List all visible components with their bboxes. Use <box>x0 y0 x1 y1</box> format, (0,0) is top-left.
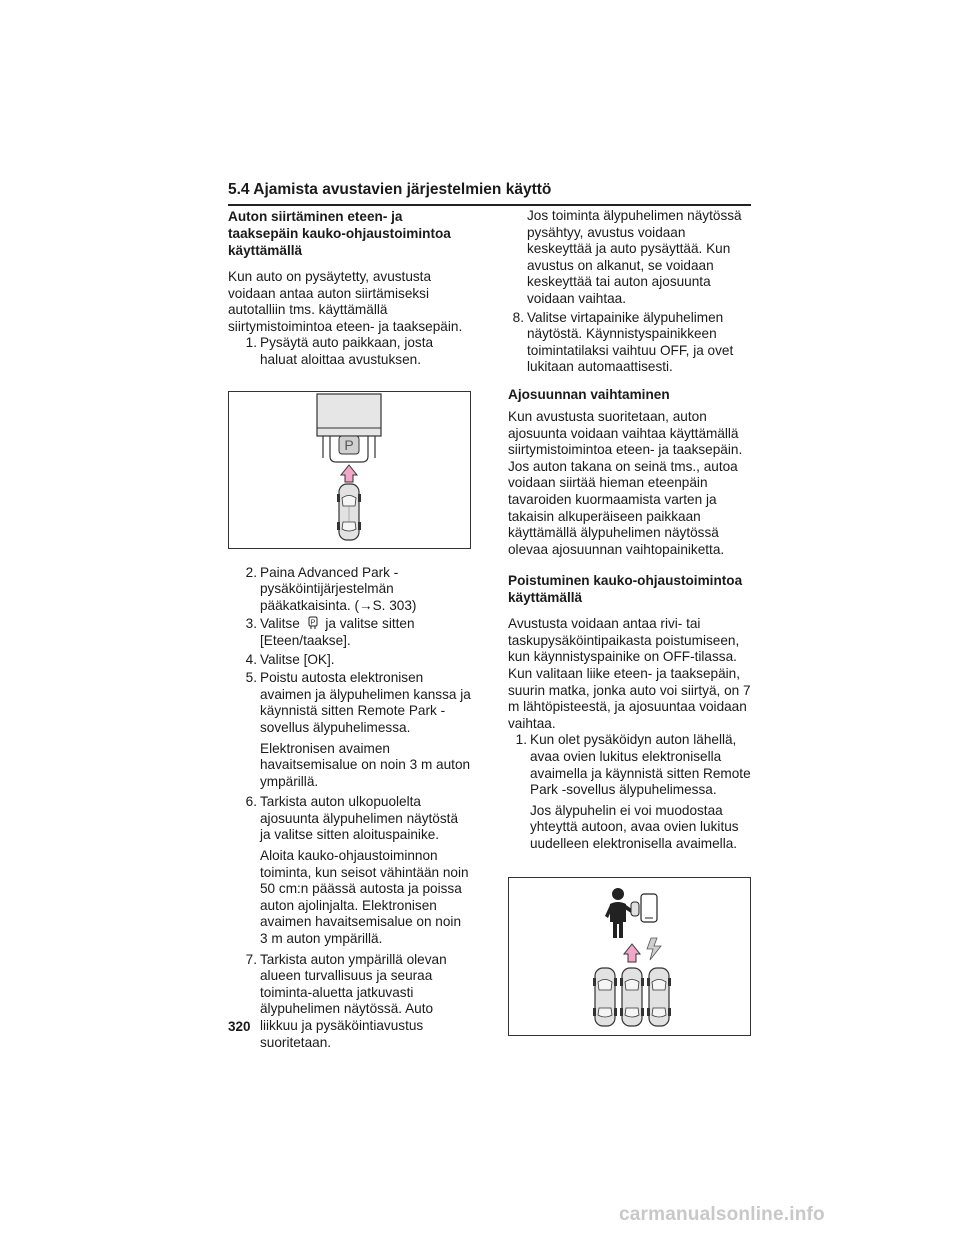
step-number: 1. <box>515 732 527 748</box>
header-rule <box>228 204 751 206</box>
arrow-up-icon <box>624 944 640 962</box>
step-7 <box>228 952 471 1052</box>
step-number: 8. <box>512 309 524 325</box>
step-8 <box>508 310 751 376</box>
left-column <box>228 208 471 1051</box>
step-7-note: Jos toiminta älypuhelimen näytössä pysähtyy, avustus voidaan keskeyttää ja auto pysäyttää. Kun avustus on alkanut, se voidaan keskeyttää tai auton ajosuunta voidaan vaihtaa. <box>527 208 742 306</box>
parking-assist-icon <box>308 616 318 630</box>
exit-step-1 <box>508 732 751 798</box>
car-icon <box>337 484 361 540</box>
step-text: Pysäytä auto paikkaan, josta haluat aloittaa avustuksen. <box>260 335 434 367</box>
section-heading-exit: Poistuminen kauko-ohjaustoimintoa käyttämällä <box>508 573 743 606</box>
station-body <box>317 394 381 436</box>
step-number: 7. <box>245 951 257 967</box>
svg-text:P: P <box>310 619 315 627</box>
right-column <box>508 208 751 1036</box>
car-icon <box>647 968 671 1026</box>
parking-illustration <box>229 392 470 548</box>
step-5 <box>228 670 471 736</box>
section-heading-move: Auton siirtäminen eteen- ja taaksepäin kauko-ohjaustoimintoa käyttämällä <box>228 209 451 258</box>
step-number: 1. <box>245 335 257 351</box>
step-number: 6. <box>245 794 257 810</box>
car-icon <box>620 968 644 1026</box>
step-text: Poistu autosta elektronisen avaimen ja älypuhelimen kanssa ja käynnistä sitten Remote Park -sovellus älypuhelimessa. <box>260 670 471 735</box>
step-text: Tarkista auton ympärillä olevan alueen turvallisuus ja seuraa toiminta-aluetta jatkuvasti älypuhelimen näytössä. Auto liikkuu ja pysäköintiavustus suoritetaan. <box>260 951 447 1050</box>
direction-paragraph: Kun avustusta suoritetaan, auton ajosuunta voidaan vaihtaa käyttämällä siirtymistoimintoa eteen- ja taaksepäin. Jos auton takana on seinä tms., autoa voidaan siirtää hieman eteenpäin tavaroiden kuormaamista varten ja takaisin alkuperäiseen paikkaan käyttämällä älypuhelimen näytössä olevaa ajosuunnan vaihtopainiketta. <box>508 408 743 557</box>
person-icon <box>605 888 633 938</box>
step-text <box>260 616 471 649</box>
remote-exit-illustration <box>509 878 750 1035</box>
step-2 <box>228 565 471 615</box>
step-text-after: ja valitse sitten [Eteen/taakse]. <box>260 616 415 648</box>
step-6 <box>228 794 471 844</box>
step-note: Jos älypuhelin ei voi muodostaa yhteyttä autoon, avaa ovien lukitus uudelleen elektronisella avaimella. <box>530 802 739 851</box>
arrow-up-icon <box>341 465 357 482</box>
step-note: Aloita kauko-ohjaustoiminnon toiminta, kun seisot vähintään noin 50 cm:n päässä autosta ja poissa auton ajolinjalta. Elektronisen avaimen havaitsemisalue on noin 3 m auton ympärillä. <box>260 848 469 947</box>
step-text: Valitse virtapainike älypuhelimen näytöstä. Käynnistyspainikkeen toimintatilaksi vaihtuu OFF, ja ovet lukitaan automaattisesti. <box>527 309 734 375</box>
step-note: Elektronisen avaimen havaitsemisalue on noin 3 m auton ympärillä. <box>260 740 471 789</box>
intro-paragraph: Kun auto on pysäytetty, avustusta voidaan antaa auton siirtämiseksi autotalliin tms. käyttämällä siirtymistoimintoa eteen- ja taaksepäin. <box>228 269 463 334</box>
page-header <box>228 181 751 206</box>
step-3 <box>228 616 471 649</box>
step-text: Paina Advanced Park -pysäköintijärjestelmän pääkatkaisinta. (→S. 303) <box>260 564 417 613</box>
key-fob-icon <box>631 902 639 916</box>
step-number: 3. <box>245 616 257 632</box>
subheading-direction: Ajosuunnan vaihtaminen <box>508 386 670 402</box>
parking-figure <box>228 391 471 549</box>
step-text: Kun olet pysäköidyn auton lähellä, avaa ovien lukitus elektronisella avaimella ja käynnistä sitten Remote Park -sovellus älypuhelimessa. <box>530 732 751 798</box>
step-4 <box>228 652 471 669</box>
page-number: 320 <box>228 1019 251 1034</box>
step-text-before: Valitse <box>260 616 300 632</box>
step-text: Valitse [OK]. <box>260 651 335 667</box>
step-text: Tarkista auton ulkopuolelta ajosuunta älypuhelimen näytöstä ja valitse sitten aloituspainike. <box>260 794 458 843</box>
car-icon <box>593 968 617 1026</box>
section-title: 5.4 Ajamista avustavien järjestelmien käyttö <box>228 181 552 198</box>
step-1 <box>228 335 471 368</box>
step-number: 2. <box>245 564 257 580</box>
signal-icon <box>647 938 661 960</box>
step-number: 4. <box>245 651 257 667</box>
exit-paragraph: Avustusta voidaan antaa rivi- tai taskupysäköintipaikasta poistumiseen, kun käynnistyspainike on OFF-tilassa. Kun valitaan liike eteen- ja taaksepäin, suurin matka, jonka auto voi siirtyä, on 7 m lähtöpisteestä, ja ajosuuntaa voidaan vaihtaa. <box>508 616 751 731</box>
step-number: 5. <box>245 670 257 686</box>
watermark: carmanualsonline.info <box>619 1204 825 1225</box>
remote-exit-figure <box>508 877 751 1036</box>
parking-sign-letter: P <box>344 436 354 453</box>
